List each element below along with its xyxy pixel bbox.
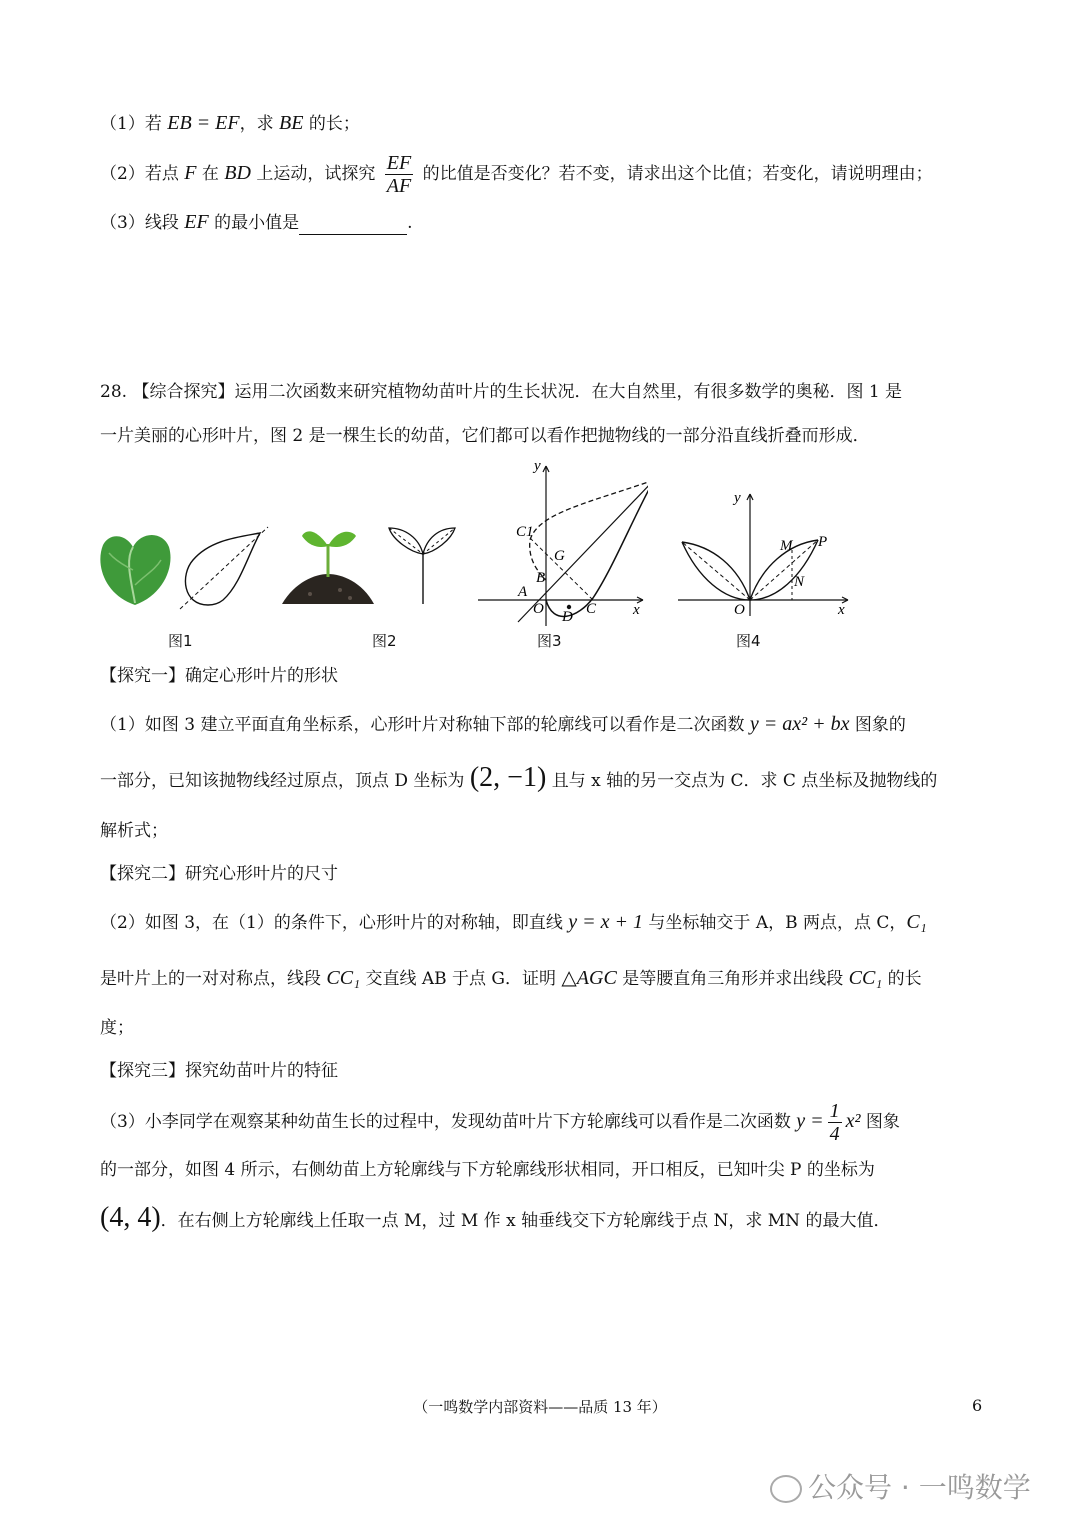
section1-title: 【探究一】确定心形叶片的形状 xyxy=(100,666,338,686)
math: (4, 4) xyxy=(100,1202,161,1233)
math: y = ax² + bx xyxy=(749,713,850,735)
seedling-outline-figure xyxy=(385,522,460,607)
text: 且与 x 轴的另一交点为 C．求 C 点坐标及抛物线的 xyxy=(546,771,938,791)
text: 是叶片上的一对对称点，线段 xyxy=(100,969,327,989)
page-number: 6 xyxy=(972,1396,983,1415)
q27-part2 xyxy=(100,148,933,198)
denominator: AF xyxy=(386,175,412,197)
denominator: 4 xyxy=(829,1123,840,1145)
fig4-label-y: y xyxy=(734,490,741,506)
text: ，求 xyxy=(239,114,280,134)
text: 的长； xyxy=(303,114,360,134)
text: （2）若点 xyxy=(100,164,185,184)
math: EB = EF xyxy=(167,112,240,134)
math: BD xyxy=(224,162,251,184)
q27-part1 xyxy=(100,111,360,136)
section3-title: 【探究三】探究幼苗叶片的特征 xyxy=(100,1061,338,1081)
figure3-diagram xyxy=(478,458,648,628)
text: 上运动，试探究 xyxy=(250,164,381,184)
math: y = xyxy=(796,1110,824,1132)
fig4-label-O: O xyxy=(734,602,745,618)
wechat-icon xyxy=(770,1475,802,1503)
text: （3）小李同学在观察某种幼苗生长的过程中，发现幼苗叶片下方轮廓线可以看作是二次函数 xyxy=(100,1112,797,1132)
text: 在 xyxy=(196,164,225,184)
caption-fig3: 图3 xyxy=(537,632,562,650)
fig4-label-P: P xyxy=(818,534,828,550)
section3-line1 xyxy=(100,1096,900,1146)
footer-note: （一鸣数学内部资料——品质 13 年） xyxy=(413,1398,667,1416)
text: 的最小值是 xyxy=(208,213,300,233)
caption-fig1: 图1 xyxy=(168,632,193,650)
text: （1）如图 3 建立平面直角坐标系，心形叶片对称轴下部的轮廓线可以看作是二次函数 xyxy=(100,715,750,735)
fraction xyxy=(828,1100,842,1145)
math: EF xyxy=(184,211,209,233)
fig4-label-M: M xyxy=(780,538,793,554)
text: （3）线段 xyxy=(100,213,185,233)
text: 的长 xyxy=(882,969,922,989)
text: 与坐标轴交于 A，B 两点，点 C， xyxy=(643,913,907,933)
text: 图象的 xyxy=(849,715,906,735)
fig3-label-A: A xyxy=(518,584,528,600)
text: . xyxy=(407,213,413,233)
watermark xyxy=(770,1466,1031,1506)
caption-fig4: 图4 xyxy=(736,632,761,650)
section2-line3: 度； xyxy=(100,1018,134,1038)
math: BE xyxy=(279,112,304,134)
fig3-label-x: x xyxy=(633,602,640,618)
figure4-diagram xyxy=(676,488,852,628)
q28-intro-line1: 28. 【综合探究】运用二次函数来研究植物幼苗叶片的生长状况．在大自然里，有很多数学的奥秘．图 1 是 xyxy=(100,382,903,402)
section1-line3: 解析式； xyxy=(100,821,168,841)
fig3-label-C1: C1 xyxy=(516,524,534,540)
math: △AGC xyxy=(561,967,617,989)
fig3-label-B: B xyxy=(536,570,546,586)
math: y = x + 1 xyxy=(568,911,644,933)
fig3-label-D: D xyxy=(562,609,573,625)
section2-line1 xyxy=(100,910,927,935)
math: CC₁ xyxy=(326,967,361,989)
fig3-label-O: O xyxy=(533,601,544,617)
leaf-photo xyxy=(95,525,175,610)
fig3-label-G: G xyxy=(554,548,565,564)
section3-line3 xyxy=(100,1202,891,1233)
text: 图象 xyxy=(860,1112,900,1132)
text: 交直线 AB 于点 G．证明 xyxy=(360,969,562,989)
section3-line2: 的一部分，如图 4 所示，右侧幼苗上方轮廓线与下方轮廓线形状相同，开口相反，已知叶尖 P 的坐标为 xyxy=(100,1160,875,1180)
fig4-label-x: x xyxy=(838,602,845,618)
section1-line1 xyxy=(100,712,906,737)
q28-intro-line2: 一片美丽的心形叶片，图 2 是一棵生长的幼苗，它们都可以看作把抛物线的一部分沿直线折叠而形成． xyxy=(100,426,870,446)
fig3-label-C: C xyxy=(586,601,597,617)
math: (2, −1) xyxy=(469,762,547,793)
math: x² xyxy=(845,1110,861,1132)
fig4-label-N: N xyxy=(794,574,805,590)
numerator: 1 xyxy=(829,1100,840,1122)
numerator: EF xyxy=(386,152,412,174)
q27-part3 xyxy=(100,210,412,235)
seedling-photo xyxy=(280,522,376,607)
fraction xyxy=(385,152,413,197)
text: 的比值是否变化？若不变，请求出这个比值；若变化，请说明理由； xyxy=(417,164,933,184)
text: ．在右侧上方轮廓线上任取一点 M，过 M 作 x 轴垂线交下方轮廓线于点 N，求 MN 的最大值． xyxy=(160,1211,891,1231)
text: 一部分，已知该抛物线经过原点，顶点 D 坐标为 xyxy=(100,771,470,791)
section1-line2 xyxy=(100,762,938,793)
math: F xyxy=(184,162,197,184)
caption-fig2: 图2 xyxy=(372,632,397,650)
section2-title: 【探究二】研究心形叶片的尺寸 xyxy=(100,864,338,884)
text: 是等腰直角三角形并求出线段 xyxy=(616,969,849,989)
fig3-label-y: y xyxy=(534,458,541,474)
section2-line2 xyxy=(100,966,922,991)
answer-blank xyxy=(299,216,407,235)
watermark-text: 公众号 · 一鸣数学 xyxy=(808,1471,1031,1504)
leaf-outline-figure xyxy=(178,525,270,610)
math: C₁ xyxy=(906,911,927,933)
math: CC₁ xyxy=(848,967,883,989)
text: （2）如图 3，在（1）的条件下，心形叶片的对称轴，即直线 xyxy=(100,913,569,933)
text: （1）若 xyxy=(100,114,168,134)
